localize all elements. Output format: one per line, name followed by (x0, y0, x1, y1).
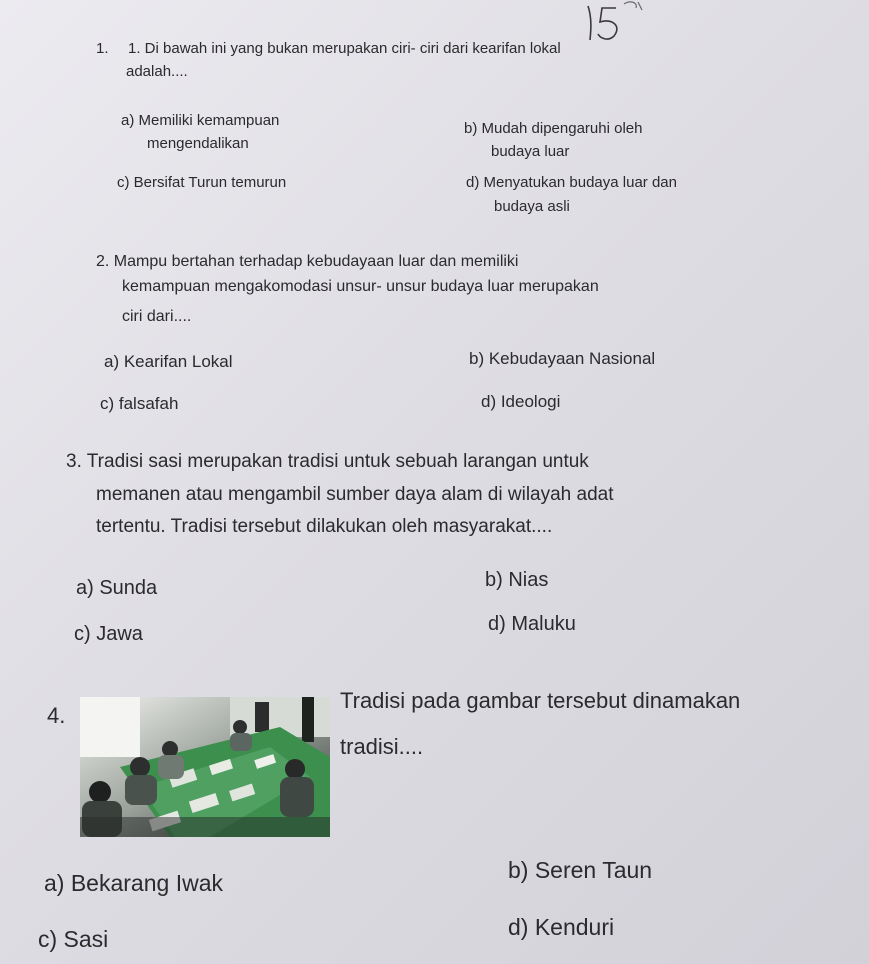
q2-stem-line2: kemampuan mengakomodasi unsur- unsur budaya luar merupakan (122, 278, 599, 295)
q3-option-b: b) Nias (485, 569, 549, 591)
handwritten-score (578, 0, 658, 45)
q1-stem-line2: adalah.... (126, 63, 188, 80)
q1-option-b: b) Mudah dipengaruhi oleh (464, 120, 643, 137)
q1-option-b-cont: budaya luar (491, 143, 570, 160)
q2-option-d: d) Ideologi (481, 392, 561, 411)
q2-option-a: a) Kearifan Lokal (104, 352, 233, 371)
q2-option-c: c) falsafah (100, 394, 179, 413)
q3-option-c: c) Jawa (74, 623, 143, 645)
q3-stem-line3: tertentu. Tradisi tersebut dilakukan oleh masyarakat.... (96, 516, 553, 537)
q1-option-a-cont: mengendalikan (147, 135, 249, 152)
q4-option-c: c) Sasi (38, 926, 109, 952)
q2-stem-line1: 2. Mampu bertahan terhadap kebudayaan luar dan memiliki (96, 253, 519, 270)
q3-option-a: a) Sunda (76, 577, 158, 599)
q1-option-a: a) Memiliki kemampuan (121, 112, 280, 129)
q4-stem-line2: tradisi.... (340, 734, 424, 759)
q1-option-d: d) Menyatukan budaya luar dan (466, 174, 677, 191)
ceremony-photo (80, 697, 330, 837)
q4-stem-line1: Tradisi pada gambar tersebut dinamakan (340, 688, 741, 713)
q1-stem-line1: 1. Di bawah ini yang bukan merupakan ciri- ciri dari kearifan lokal (128, 40, 561, 57)
q3-option-d: d) Maluku (488, 613, 576, 635)
q1-option-d-cont: budaya asli (494, 198, 570, 215)
q4-option-b: b) Seren Taun (508, 857, 653, 883)
q4-option-a: a) Bekarang Iwak (44, 870, 223, 896)
q2-stem-line3: ciri dari.... (122, 308, 192, 325)
q3-stem-line1: 3. Tradisi sasi merupakan tradisi untuk sebuah larangan untuk (66, 451, 589, 472)
q3-stem-line2: memanen atau mengambil sumber daya alam di wilayah adat (96, 484, 614, 505)
q1-option-c: c) Bersifat Turun temurun (117, 174, 287, 191)
q1-number: 1. (96, 40, 109, 57)
q4-number: 4. (47, 703, 66, 728)
q4-option-d: d) Kenduri (508, 914, 615, 940)
q2-option-b: b) Kebudayaan Nasional (469, 349, 656, 368)
